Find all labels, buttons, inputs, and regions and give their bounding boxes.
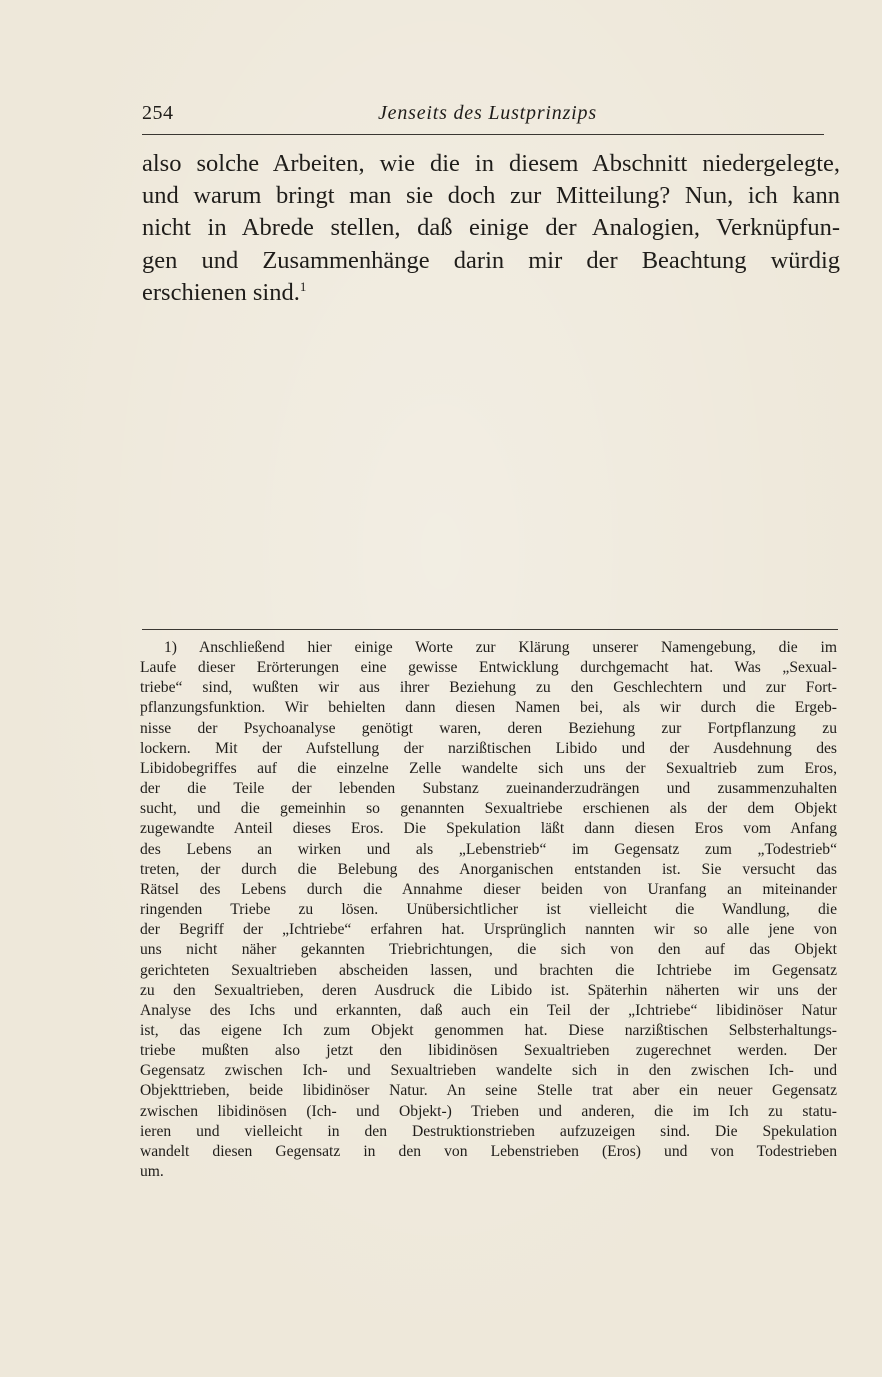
footnote-line: gerichteten Sexualtrieben abscheiden lassen, und brachten die Ichtriebe im Gegensatz: [140, 961, 837, 979]
footnote-line: pflanzungsfunktion. Wir behielten dann diesen Namen bei, als wir durch die Ergeb-: [140, 699, 837, 717]
footnote-line: triebe mußten also jetzt den libidinösen Sexualtrieben zugerechnet werden. Der: [140, 1042, 837, 1060]
text-line: nicht in Abrede stellen, daß einige der Analogien, Verknüpfun-: [142, 214, 840, 242]
footnote-line: sucht, und die gemeinhin so genannten Sexualtriebe erschienen als der dem Objekt: [140, 800, 837, 818]
text-line: also solche Arbeiten, wie die in diesem Abschnitt niedergelegte,: [142, 150, 840, 177]
page-header: [142, 102, 822, 132]
main-text: [142, 148, 840, 309]
footnote-line: Rätsel des Lebens durch die Annahme dieser beiden von Uranfang an miteinander: [140, 880, 837, 898]
footnote-line: Analyse des Ichs und erkannten, daß auch ein Teil der „Ichtriebe“ libidinöser Natur: [140, 1001, 837, 1019]
footnote-line: nisse der Psychoanalyse genötigt waren, deren Beziehung zur Fortpflanzung zu: [140, 719, 837, 737]
running-title: Jenseits des Lustprinzips: [378, 102, 597, 124]
footnote-line: wandelt diesen Gegensatz in den von Lebenstrieben (Eros) und von Todestrieben: [140, 1142, 837, 1160]
footnote-line: lockern. Mit der Aufstellung der narzißtischen Libido und der Ausdehnung des: [140, 739, 837, 757]
page-number: 254: [142, 102, 174, 124]
header-rule: [142, 134, 824, 135]
footnote-line: Objekttrieben, beide libidinöser Natur. An seine Stelle trat aber ein neuer Gegensatz: [140, 1082, 837, 1100]
footnote-line: des Lebens an wirken und als „Lebenstrieb“ im Gegensatz zum „Todestrieb“: [140, 840, 837, 858]
footnote-line: der Begriff der „Ichtriebe“ erfahren hat. Ursprünglich nannten wir so alle jene von: [140, 921, 837, 939]
footnote-rule: [142, 629, 838, 630]
text-line: gen und Zusammenhänge darin mir der Beachtung würdig: [142, 246, 840, 274]
footnote-line: ringenden Triebe zu lösen. Unübersichtlicher ist vielleicht die Wandlung, die: [140, 901, 837, 919]
text-line: erschienen sind.: [142, 278, 300, 306]
footnote-line: ieren und vielleicht in den Destruktionstrieben aufzuzeigen sind. Die Spekulation: [140, 1122, 837, 1140]
footnote-line: ist, das eigene Ich zum Objekt genommen hat. Diese narzißtischen Selbsterhaltungs-: [140, 1021, 837, 1039]
footnote-marker: 1: [299, 278, 307, 294]
footnote-line: 1) Anschließend hier einige Worte zur Klärung unserer Namengebung, die im: [164, 639, 837, 656]
footnote-line: triebe“ sind, wußten wir aus ihrer Beziehung zu den Geschlechtern und zur Fort-: [140, 679, 837, 697]
footnote-line: treten, der durch die Belebung des Anorganischen entstanden ist. Sie versucht das: [140, 860, 837, 878]
footnote-line: Gegensatz zwischen Ich- und Sexualtrieben wandelte sich in den zwischen Ich- und: [140, 1062, 837, 1080]
footnote-line: uns nicht näher gekannten Triebrichtungen, die sich von den auf das Objekt: [140, 941, 837, 959]
footnote-line: zugewandte Anteil dieses Eros. Die Spekulation läßt dann diesen Eros vom Anfang: [140, 820, 837, 838]
text-line: und warum bringt man sie doch zur Mitteilung? Nun, ich kann: [142, 182, 840, 210]
footnote-line: zu den Sexualtrieben, deren Ausdruck die Libido ist. Späterhin näherten wir uns der: [140, 981, 837, 999]
footnote: [140, 638, 837, 1182]
footnote-line: zwischen libidinösen (Ich- und Objekt-) Trieben und anderen, die im Ich zu statu-: [140, 1102, 837, 1120]
footnote-line: Libidobegriffes auf die einzelne Zelle wandelte sich uns der Sexualtrieb zum Eros,: [140, 759, 837, 777]
text-line-last: [142, 277, 840, 309]
footnote-line: um.: [140, 1163, 164, 1181]
footnote-line: Laufe dieser Erörterungen eine gewisse Entwicklung durchgemacht hat. Was „Sexual-: [140, 659, 837, 677]
footnote-line: der die Teile der lebenden Substanz zueinanderzudrängen und zusammenzuhalten: [140, 780, 837, 798]
